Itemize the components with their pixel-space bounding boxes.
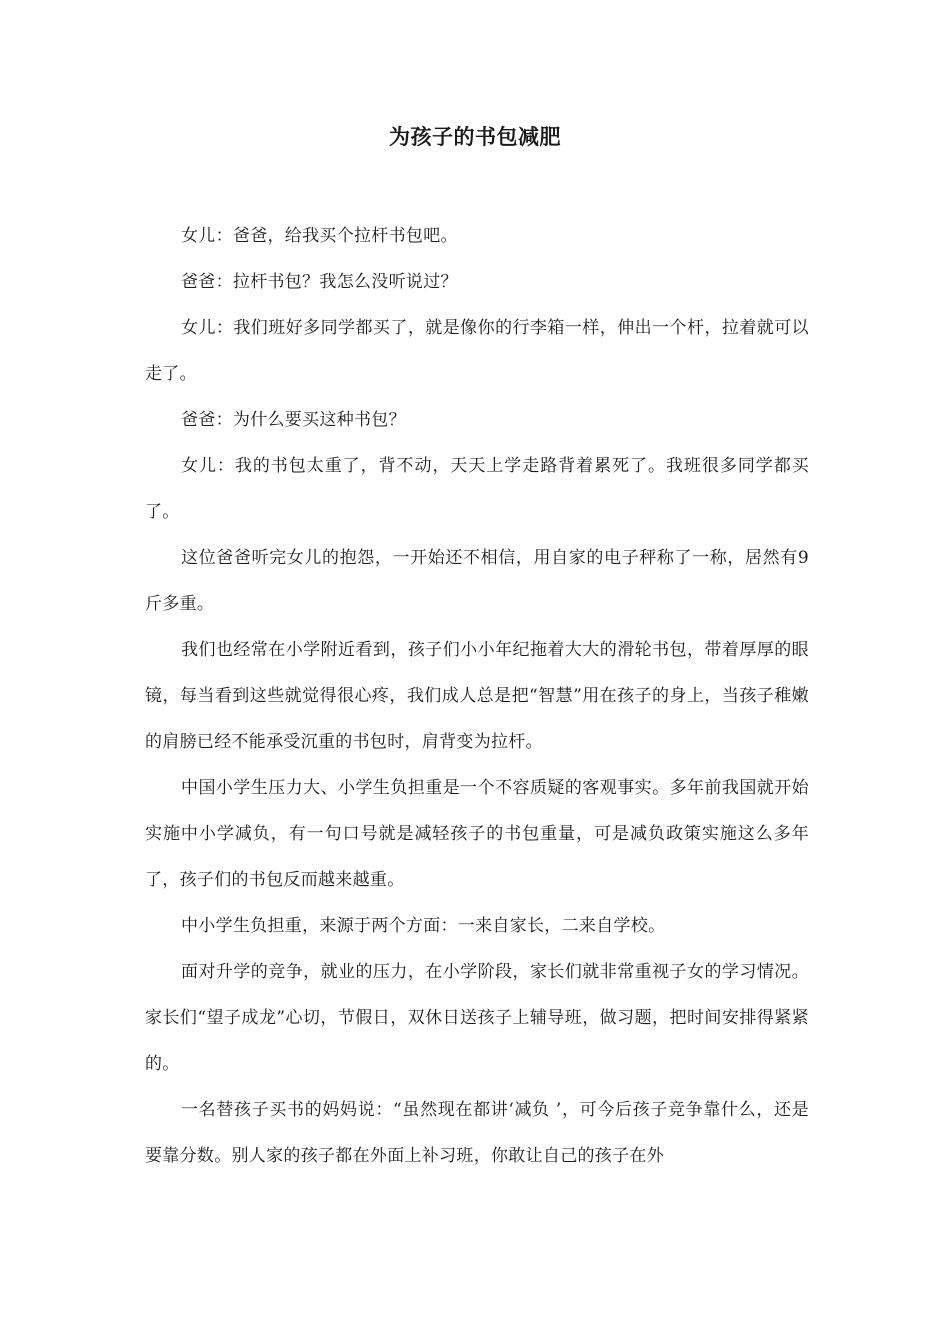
paragraph-dialogue-5: 女儿：我的书包太重了，背不动，天天上学走路背着累死了。我班很多同学都买了。 — [145, 456, 809, 522]
paragraph: 中国小学生压力大、小学生负担重是一个不容质疑的客观事实。多年前我国就开始实施中小学减负，有一句口号就是减轻孩子的书包重量，可是减负政策实施这么多年了，孩子们的书包反而越来越重。 — [145, 778, 809, 890]
paragraph: 面对升学的竞争，就业的压力，在小学阶段，家长们就非常重视子女的学习情况。家长们“望子成龙”心切，节假日，双休日送孩子上辅导班，做习题，把时间安排得紧紧的。 — [145, 962, 809, 1074]
paragraph: 我们也经常在小学附近看到，孩子们小小年纪拖着大大的滑轮书包，带着厚厚的眼镜，每当看到这些就觉得很心疼，我们成人总是把“智慧”用在孩子的身上，当孩子稚嫩的肩膀已经不能承受沉重的书包时，肩背变为拉杆。 — [145, 640, 809, 752]
document-title: 为孩子的书包减肥 — [389, 124, 561, 149]
paragraph: 一名替孩子买书的妈妈说：“虽然现在都讲‘减负 ’，可今后孩子竞争靠什么，还是要靠分数。别人家的孩子都在外面上补习班，你敢让自己的孩子在外 — [145, 1100, 809, 1166]
paragraph-dialogue-3: 女儿：我们班好多同学都买了，就是像你的行李箱一样，伸出一个杆，拉着就可以走了。 — [145, 318, 809, 384]
paragraph: 这位爸爸听完女儿的抱怨，一开始还不相信，用自家的电子秤称了一称，居然有9斤多重。 — [145, 548, 809, 614]
paragraph-dialogue-1: 女儿：爸爸，给我买个拉杆书包吧。 — [181, 226, 458, 246]
paragraph: 中小学生负担重，来源于两个方面：一来自家长，二来自学校。 — [181, 916, 666, 936]
paragraph-dialogue-2: 爸爸：拉杆书包？我怎么没听说过？ — [181, 272, 458, 292]
document-body — [145, 213, 809, 1179]
paragraph-dialogue-4: 爸爸：为什么要买这种书包？ — [181, 410, 406, 430]
